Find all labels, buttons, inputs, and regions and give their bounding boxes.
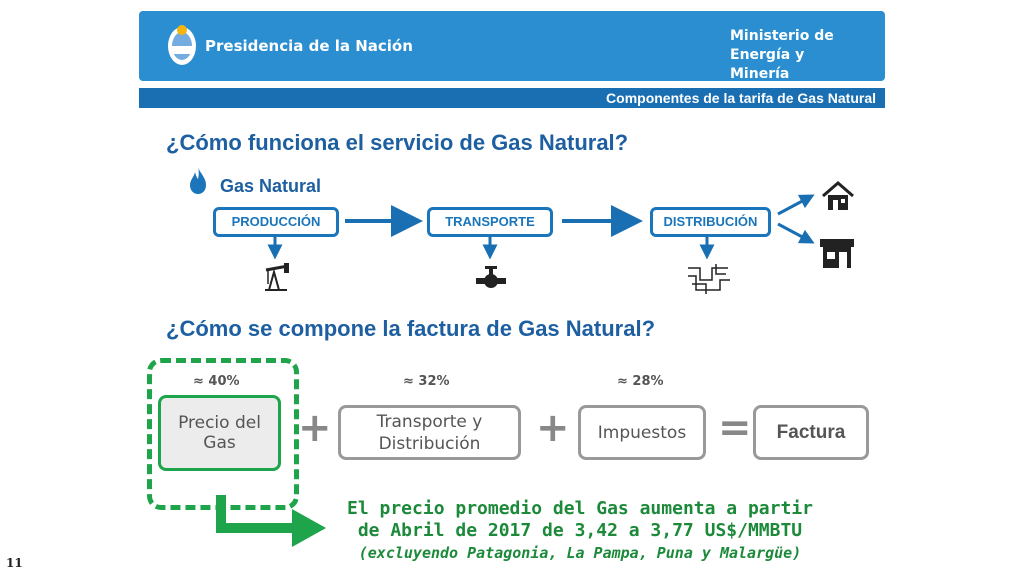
stage-produccion: PRODUCCIÓN [213, 207, 339, 237]
component-bill-label: Factura [776, 421, 846, 443]
distribution-network-icon [686, 262, 732, 296]
presidencia-label: Presidencia de la Nación [205, 37, 413, 55]
component-gas-price [158, 395, 281, 471]
section1-title: ¿Cómo funciona el servicio de Gas Natural? [166, 130, 629, 155]
percent-gas: ≈ 40% [193, 374, 240, 389]
house-icon [820, 180, 856, 212]
stage-distribucion: DISTRIBUCIÓN [650, 207, 771, 237]
component-taxes [578, 405, 706, 460]
subtitle-text: Componentes de la tarifa de Gas Natural [606, 90, 876, 106]
green-arrow [200, 495, 340, 555]
plus-sign-1: + [298, 405, 332, 451]
percent-taxes: ≈ 28% [617, 374, 664, 389]
price-note-line1: El precio promedio del Gas aumenta a partir [347, 498, 813, 519]
component-taxes-label: Impuestos [597, 422, 687, 443]
component-gas-price-label: Precio del Gas [178, 413, 261, 453]
component-transport-label: Transporte y Distribución [376, 411, 483, 454]
equals-sign: = [718, 405, 752, 451]
plus-sign-2: + [536, 405, 570, 451]
flame-icon [188, 167, 208, 195]
percent-transport: ≈ 32% [403, 374, 450, 389]
coat-of-arms-icon [165, 20, 199, 72]
gas-natural-label: Gas Natural [220, 176, 322, 196]
component-transport [338, 405, 521, 460]
oil-pump-icon [260, 260, 292, 292]
component-bill [753, 405, 869, 460]
stage-transporte: TRANSPORTE [427, 207, 553, 237]
store-icon [818, 236, 856, 270]
ministerio-label [730, 27, 860, 84]
pipe-valve-icon [475, 265, 507, 293]
price-note-line3: (excluyendo Patagonia, La Pampa, Puna y Malargüe) [358, 544, 802, 562]
price-note-line2: de Abril de 2017 de 3,42 a 3,77 US$/MMBTU [357, 520, 803, 541]
ministerio-line2: Energía y Minería [730, 47, 805, 82]
page-number: 11 [6, 556, 23, 570]
ministerio-line1: Ministerio de [730, 28, 834, 44]
price-note [330, 498, 830, 564]
section2-title: ¿Cómo se compone la factura de Gas Natural? [166, 316, 656, 341]
